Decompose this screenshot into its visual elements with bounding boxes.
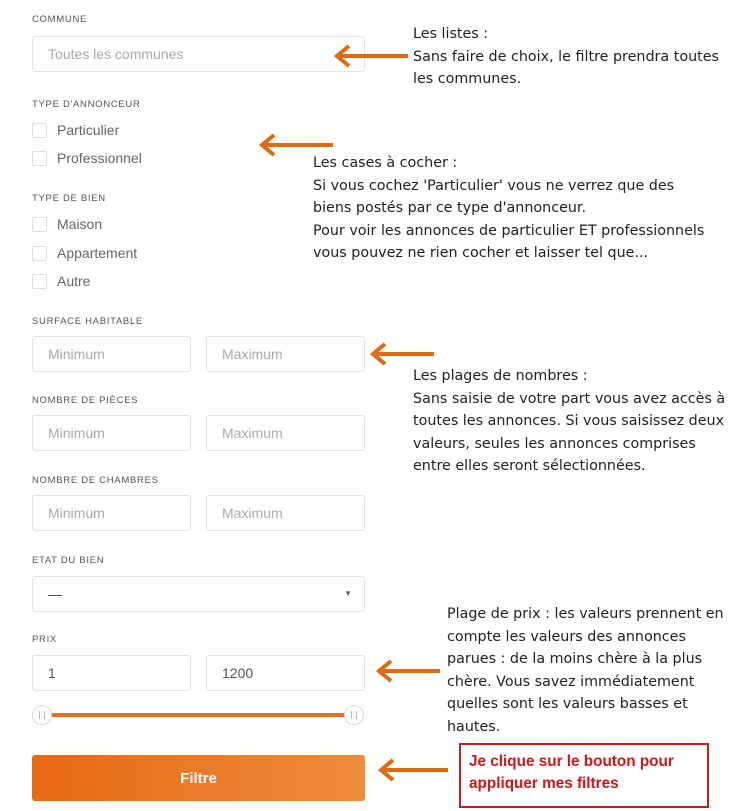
annonceur-label: TYPE D'ANNONCEUR [32,99,141,110]
note-line: Sans faire de choix, le filtre prendra toutes [413,48,719,65]
slider-grip-icon [39,711,45,719]
prix-max-input[interactable]: 1200 [206,655,365,691]
commune-select[interactable]: Toutes les communes [32,36,365,72]
note-line: compte les valeurs des annonces [447,628,686,645]
checkbox-box[interactable] [32,217,47,232]
commune-label: COMMUNE [32,14,88,25]
left-arrow-icon [374,757,450,783]
note-line: toutes les annonces. Si vous saisissez deux [413,413,725,429]
filter-submit-button[interactable]: Filtre [32,755,365,801]
checkbox-box[interactable] [32,123,47,138]
pieces-min-input[interactable]: Minimum [32,415,191,451]
chambres-max-input[interactable]: Maximum [206,495,365,531]
note-cases [313,152,704,265]
price-slider-track[interactable] [42,713,354,717]
prix-min-input[interactable]: 1 [32,655,191,691]
note-bouton [469,751,674,795]
note-line: Les cases à cocher : [313,155,458,171]
caret-down-icon: ▼ [344,589,352,598]
note-line: Sans saisie de votre part vous avez accès à [413,390,726,407]
note-line: Si vous cochez 'Particulier' vous ne verrez que des [313,177,675,194]
note-line: Je clique sur le bouton pour [469,753,674,770]
note-line: Plage de prix : les valeurs prennent en [447,606,724,622]
pieces-max-input[interactable]: Maximum [206,415,365,451]
note-line: appliquer mes filtres [469,775,619,792]
note-line: Les listes : [413,26,489,42]
checkbox-label: Autre [57,273,91,289]
note-line: entre elles seront sélectionnées. [413,458,646,474]
etat-label: ETAT DU BIEN [32,555,105,566]
pieces-label: NOMBRE DE PIÈCES [32,395,139,406]
note-line: parues : de la moins chère à la plus [447,651,703,667]
checkbox-label: Maison [57,216,103,232]
checkbox-autre[interactable] [32,271,90,291]
checkbox-box[interactable] [32,274,47,289]
checkbox-appartement[interactable] [32,243,137,263]
checkbox-professionnel[interactable] [32,148,142,168]
checkbox-label: Appartement [57,245,138,261]
note-plages [413,365,725,478]
note-line: Les plages de nombres : [413,368,588,384]
etat-selected-value: — [48,586,62,602]
price-slider-min-handle[interactable] [32,705,52,725]
checkbox-label: Professionnel [57,150,142,166]
note-line: biens postés par ce type d'annonceur. [313,200,587,216]
checkbox-maison[interactable] [32,214,102,234]
note-line: Pour voir les annonces de particulier ET professionnels [313,222,705,239]
left-arrow-icon [372,658,442,684]
checkbox-particulier[interactable] [32,120,119,140]
checkbox-box[interactable] [32,246,47,261]
note-line: chère. Vous savez immédiatement [447,673,695,690]
bien-label: TYPE DE BIEN [32,193,106,204]
slider-grip-icon [351,711,357,719]
checkbox-label: Particulier [57,122,120,138]
chambres-label: NOMBRE DE CHAMBRES [32,475,159,486]
note-listes [413,23,719,91]
surface-min-input[interactable]: Minimum [32,336,191,372]
surface-max-input[interactable]: Maximum [206,336,365,372]
chambres-min-input[interactable]: Minimum [32,495,191,531]
checkbox-box[interactable] [32,151,47,166]
note-line: les communes. [413,71,522,87]
prix-label: PRIX [32,634,57,645]
surface-label: SURFACE HABITABLE [32,316,143,327]
left-arrow-icon [366,341,436,367]
note-line: vous pouvez ne rien cocher et laisser tel que... [313,245,649,261]
left-arrow-icon [330,43,410,69]
note-prix [447,603,724,738]
note-line: quelles sont les valeurs basses et [447,696,688,712]
etat-select[interactable] [32,576,365,612]
price-slider-max-handle[interactable] [344,705,364,725]
note-line: valeurs, seules les annonces comprises [413,435,696,452]
note-line: hautes. [447,718,501,735]
